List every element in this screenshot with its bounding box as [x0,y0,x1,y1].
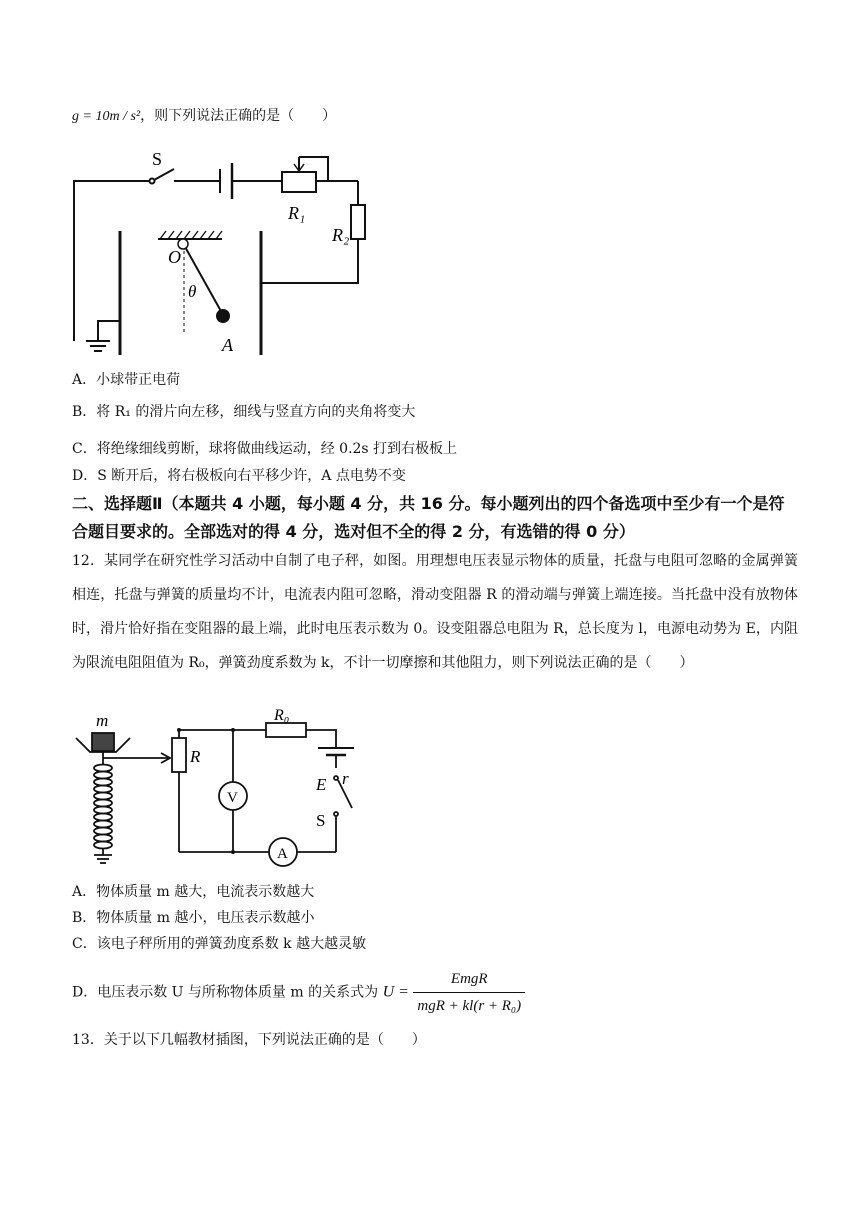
point-a-label: A [222,335,233,355]
emf-label: E [316,775,327,794]
gravity-formula: g = 10m / s² [72,109,141,124]
voltage-formula [413,968,525,1017]
voltmeter-label: V [227,790,238,806]
switch-s-label: S [316,811,326,830]
ammeter-label: A [277,846,288,862]
pendulum-ball [216,309,230,323]
q12-circuit-diagram [70,707,370,872]
q12-option-b: B．物体质量 m 越小，电压表示数越小 [72,910,315,926]
formula-numerator: EmgR [413,968,525,993]
q11-option-d: D．S 断开后，将右极板向右平移少许，A 点电势不变 [72,468,406,484]
q11-stem-text: ，则下列说法正确的是（ ） [140,108,337,124]
q11-option-c: C．将绝缘细线剪断，球将做曲线运动，经 0.2s 打到右极板上 [72,441,458,457]
mass-label: m [96,711,109,730]
formula-lhs: U = [382,983,409,1001]
q12-option-a: A．物体质量 m 越大，电流表示数越大 [72,884,315,900]
q11-stem [72,106,336,127]
r1-label: R₁ [288,203,306,223]
switch-label: S [152,149,163,169]
q12-option-d-text: D．电压表示数 U 与所称物体质量 m 的关系式为 [72,984,379,1001]
q12-stem: 12．某同学在研究性学习活动中自制了电子秤，如图。用理想电压表显示物体的质量，托盘与电阻可忽略的金属弹簧相连，托盘与弹簧的质量均不计，电流表内阻可忽略，滑动变阻器 R 的滑动端与弹簧上端连接。当托盘中没有放物体时，滑片恰好指在变阻器的最上端，此时电压表示数为 0。设变阻器总电阻为 R，总长度为 l，电源电动势为 E，内阻为限流电阻阻值为 R₀，弹簧劲度系数为 k，不计一切摩擦和其他阻力，则下列说法正确的是（ ） [72,553,798,671]
q12-option-c: C．该电子秤所用的弹簧劲度系数 k 越大越灵敏 [72,936,367,952]
theta-label: θ [188,282,197,301]
section-2-heading: 二、选择题Ⅱ（本题共 4 小题，每小题 4 分，共 16 分。每小题列出的四个备选项中至少有一个是符合题目要求的。全部选对的得 4 分，选对但不全的得 2 分，有选错的得 0 分） [72,494,785,541]
q13-stem: 13．关于以下几幅教材插图，下列说法正确的是（ ） [72,1032,426,1048]
q11-option-b: B．将 R₁ 的滑片向左移，细线与竖直方向的夹角将变大 [72,404,416,420]
r0-label: R₀ [274,707,290,724]
q12-option-d [72,968,525,1017]
pivot-o-label: O [168,247,181,267]
q11-option-a: A．小球带正电荷 [72,372,181,388]
internal-r-label: r [342,769,349,788]
r2-label: R₂ [332,225,350,245]
rheostat-r-label: R [190,747,201,766]
q11-circuit-diagram [70,145,390,365]
formula-denominator: mgR + kl(r + R₀) [417,998,522,1014]
